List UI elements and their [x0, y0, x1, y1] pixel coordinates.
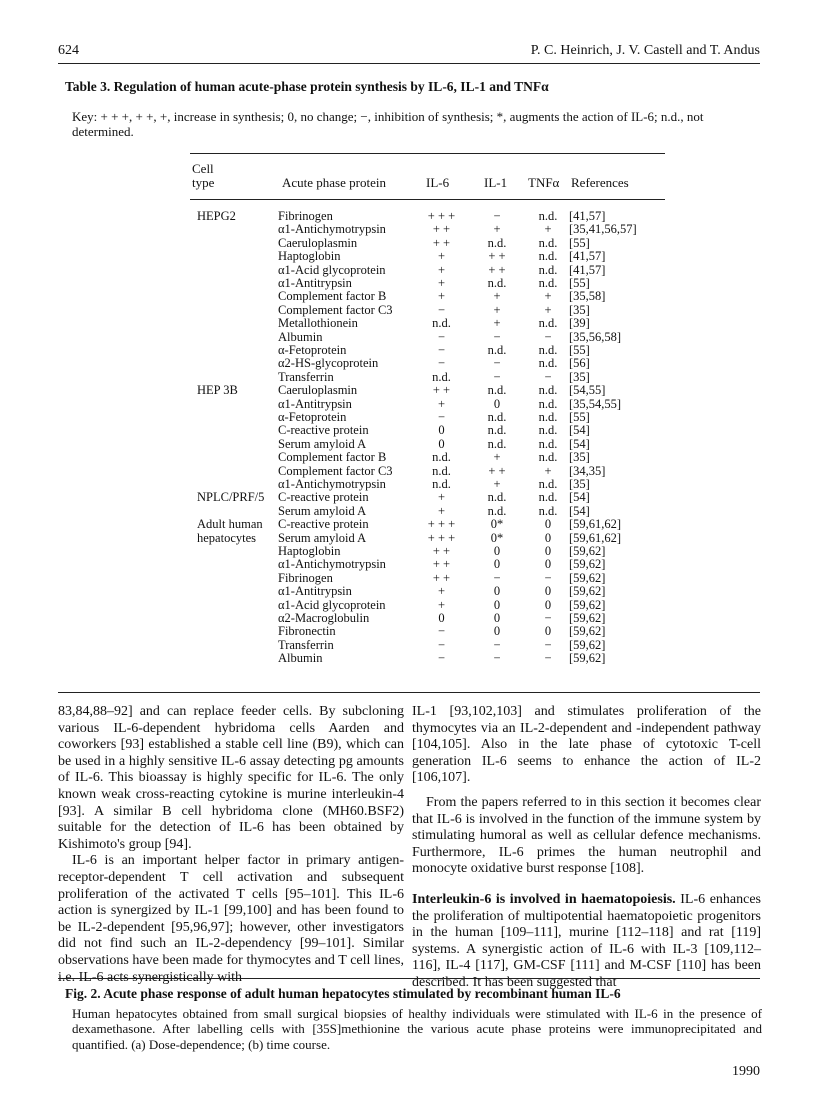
- protein-name: Serum amyloid A: [278, 436, 367, 451]
- references: [54,55]: [569, 383, 606, 398]
- paragraph: From the papers referred to in this section it becomes clear that IL-6 is involved in the function of the immune system by stimulating humoral as well as cellular defence mechanisms. Furthermore, IL-6 primes the human neutrophil and monocyte oxidative burst response [108].: [412, 794, 761, 877]
- references: [35,58]: [569, 289, 606, 304]
- references: [55]: [569, 235, 590, 250]
- il6-value: + + +: [427, 517, 456, 532]
- cell-type: hepatocytes: [197, 530, 257, 545]
- references: [59,61,62]: [569, 517, 622, 532]
- il1-value: n.d.: [487, 276, 507, 290]
- table-row: [0, 317, 816, 330]
- il1-value: +: [493, 302, 501, 317]
- protein-name: α1-Acid glycoprotein: [278, 597, 386, 612]
- protein-name: Fibrinogen: [278, 209, 333, 223]
- protein-name: Complement factor B: [278, 289, 387, 304]
- il1-value: n.d.: [487, 503, 507, 518]
- tnf-value: 0: [544, 544, 552, 558]
- table-row: [0, 652, 816, 665]
- table-row: [0, 599, 816, 612]
- protein-name: α1-Antichymotrypsin: [278, 557, 386, 572]
- tnf-value: n.d.: [538, 396, 558, 411]
- il1-value: 0: [493, 396, 501, 411]
- tnf-value: −: [544, 369, 552, 384]
- il1-value: +: [493, 222, 501, 237]
- references: [59,62]: [569, 544, 606, 558]
- references: [54]: [569, 423, 590, 438]
- il6-value: + +: [432, 570, 451, 585]
- protein-name: Serum amyloid A: [278, 530, 367, 545]
- paragraph: IL-1 [93,102,103] and stimulates proliferation of the thymocytes via an IL-2-dependent and -independent pathway [104,105]. Also in the late phase of cytotoxic T-cell generation IL-6 seems to enhance the action of IL-2 [106,107].: [412, 704, 761, 786]
- tnf-value: n.d.: [538, 356, 558, 371]
- il6-value: −: [437, 329, 446, 344]
- il6-value: +: [437, 597, 446, 612]
- tnf-value: 0: [544, 624, 552, 639]
- tnf-value: +: [544, 289, 552, 304]
- il6-value: −: [437, 410, 446, 424]
- il1-value: −: [493, 637, 501, 652]
- table-row: [0, 277, 816, 290]
- protein-name: C-reactive protein: [278, 423, 369, 438]
- tnf-value: −: [544, 611, 552, 625]
- table-row: [0, 518, 816, 531]
- protein-name: Caeruloplasmin: [278, 235, 358, 250]
- protein-name: Complement factor C3: [278, 302, 393, 317]
- tnf-value: n.d.: [538, 436, 558, 451]
- il6-value: + + +: [427, 209, 456, 223]
- il6-value: −: [437, 637, 446, 652]
- protein-name: α2-HS-glycoprotein: [278, 356, 379, 371]
- table-row: [0, 585, 816, 598]
- il6-value: + +: [432, 235, 451, 250]
- tnf-value: 0: [544, 557, 552, 572]
- page-number: 624: [58, 43, 79, 58]
- table-row: [0, 264, 816, 277]
- tnf-value: n.d.: [538, 276, 558, 290]
- cell-type: HEP 3B: [197, 383, 238, 398]
- table-row: [0, 558, 816, 571]
- tnf-value: −: [544, 637, 552, 652]
- il6-value: +: [437, 584, 446, 599]
- protein-name: Haptoglobin: [278, 249, 341, 264]
- references: [35,41,56,57]: [569, 222, 637, 237]
- references: [41,57]: [569, 262, 606, 277]
- table-row: [0, 331, 816, 344]
- references: [35]: [569, 302, 590, 317]
- il1-value: +: [493, 450, 501, 465]
- references: [35]: [569, 369, 590, 384]
- protein-name: Caeruloplasmin: [278, 383, 358, 398]
- header-cell-type-1: Cell: [192, 161, 214, 176]
- protein-name: Complement factor B: [278, 450, 387, 465]
- protein-name: Serum amyloid A: [278, 503, 367, 518]
- protein-name: α1-Antitrypsin: [278, 396, 352, 411]
- protein-name: α1-Acid glycoprotein: [278, 262, 386, 277]
- protein-name: Fibrinogen: [278, 570, 333, 585]
- references: [35]: [569, 477, 590, 491]
- table-title: Table 3. Regulation of human acute-phase protein synthesis by IL-6, IL-1 and TNFα: [65, 79, 549, 94]
- header-rule: [58, 63, 760, 64]
- tnf-value: n.d.: [538, 262, 558, 277]
- paragraph: 83,84,88–92] and can replace feeder cells. By subcloning various IL-6-dependent hybridoma cells Aarden and coworkers [93] established a stable cell line (B9), which can be used in a highly sensitive IL-6 assay detecting pg amounts of IL-6. This bioassay is highly specific for IL-6. The only known weak cross-reacting cytokine is murine interleukin-4 [93]. A similar B cell hybridoma clone (MH60.BSF2) suitable for the detection of IL-6 has been obtained by Kishimoto's group [94].: [58, 704, 404, 852]
- tnf-value: 0: [544, 584, 552, 599]
- il1-value: n.d.: [487, 490, 507, 505]
- protein-name: Albumin: [278, 329, 323, 344]
- il1-value: 0: [493, 584, 501, 599]
- paragraph-haematopoiesis: [412, 892, 761, 992]
- protein-name: α1-Antitrypsin: [278, 584, 352, 599]
- il6-value: 0: [438, 423, 445, 438]
- left-column: [58, 704, 404, 986]
- table-row: [0, 304, 816, 317]
- tnf-value: n.d.: [538, 235, 558, 250]
- references: [59,62]: [569, 597, 606, 612]
- references: [54]: [569, 503, 590, 518]
- references: [56]: [569, 356, 590, 371]
- references: [59,62]: [569, 570, 606, 585]
- section-heading: Interleukin-6 is involved in haematopoiesis.: [412, 891, 676, 907]
- table-row: [0, 250, 816, 263]
- cell-type: Adult human: [197, 517, 263, 532]
- header-protein: Acute phase protein: [282, 175, 386, 190]
- il1-value: + +: [488, 249, 506, 264]
- il6-value: +: [437, 262, 446, 277]
- il6-value: +: [437, 249, 446, 264]
- il6-value: +: [437, 503, 446, 518]
- il1-value: 0: [493, 597, 501, 612]
- il1-value: −: [493, 329, 501, 344]
- references: [59,62]: [569, 637, 606, 652]
- il1-value: + +: [488, 262, 506, 277]
- protein-name: Haptoglobin: [278, 544, 341, 558]
- table-row: [0, 223, 816, 236]
- il1-value: n.d.: [487, 343, 507, 357]
- protein-name: α1-Antichymotrypsin: [278, 477, 386, 491]
- header-cell-type-2: type: [192, 175, 215, 190]
- protein-name: α-Fetoprotein: [278, 410, 347, 424]
- table-row: [0, 465, 816, 478]
- header-il1: IL-1: [484, 175, 508, 190]
- references: [39]: [569, 316, 590, 331]
- il6-value: −: [437, 356, 446, 371]
- table-header-rule: [190, 199, 665, 200]
- tnf-value: n.d.: [538, 316, 558, 331]
- tnf-value: n.d.: [538, 450, 558, 465]
- references: [35,54,55]: [569, 396, 622, 411]
- protein-name: Metallothionein: [278, 316, 358, 331]
- il6-value: n.d.: [432, 316, 451, 331]
- references: [34,35]: [569, 463, 606, 478]
- references: [59,62]: [569, 611, 606, 625]
- il1-value: −: [493, 209, 501, 223]
- table-row: [0, 625, 816, 638]
- il6-value: + +: [432, 383, 451, 398]
- tnf-value: n.d.: [538, 410, 558, 424]
- figure-caption: Human hepatocytes obtained from small surgical biopsies of healthy individuals were stimulated with IL-6 in the presence of dexamethasone. After labelling cells with [35S]methionine the various acute phase proteins were immunoprecipitated and quantified. (a) Dose-dependence; (b) time course.: [72, 1006, 762, 1052]
- table-row: [0, 478, 816, 491]
- table-row: [0, 572, 816, 585]
- table-row: [0, 384, 816, 397]
- il1-value: +: [493, 477, 501, 491]
- il6-value: + +: [432, 544, 451, 558]
- paragraph: IL-6 is an important helper factor in primary antigen-receptor-dependent T cell activation and subsequent proliferation of the activated T cells [95–101]. This IL-6 action is synergized by IL-1 [99,100] and has been found to be IL-2-dependent [95,96,97]; however, other investigators did not find such an IL-2-dependency [99–101]. Similar observations have been made for thymocytes and T cell lines, i.e. IL-6 acts synergistically with: [58, 853, 404, 985]
- header-il6: IL-6: [426, 175, 450, 190]
- tnf-value: 0: [544, 597, 552, 612]
- protein-name: α2-Macroglobulin: [278, 611, 370, 625]
- il6-value: + +: [432, 557, 451, 572]
- table-top-rule: [190, 153, 665, 154]
- tnf-value: −: [544, 329, 552, 344]
- il6-value: n.d.: [432, 369, 451, 384]
- references: [55]: [569, 410, 590, 424]
- header-tnf: TNFα: [528, 175, 560, 190]
- references: [59,61,62]: [569, 530, 622, 545]
- tnf-value: n.d.: [538, 477, 558, 491]
- tnf-value: n.d.: [538, 423, 558, 438]
- footer-year: 1990: [732, 1064, 760, 1079]
- il6-value: 0: [438, 611, 445, 625]
- table-row: [0, 344, 816, 357]
- il6-value: n.d.: [432, 463, 451, 478]
- il6-value: +: [437, 490, 446, 505]
- protein-name: C-reactive protein: [278, 517, 369, 532]
- protein-name: α-Fetoprotein: [278, 343, 347, 357]
- paragraph-text: IL-6 enhances the proliferation of multipotential haematopoietic progenitors in the human [109–111], murine [112–118] and rat [119] systems. A synergistic action of IL-6 with IL-3 [109,112–116], IL-4 [117], GM-CSF [111] and M-CSF [110] has been described. It has been suggested that: [412, 891, 761, 990]
- references: [59,62]: [569, 624, 606, 639]
- table-row: [0, 424, 816, 437]
- table-row: [0, 290, 816, 303]
- table-row: [0, 371, 816, 384]
- figure-rule: [58, 978, 760, 979]
- protein-name: Transferrin: [278, 637, 334, 652]
- references: [59,62]: [569, 557, 606, 572]
- il1-value: n.d.: [487, 436, 507, 451]
- il1-value: n.d.: [487, 235, 507, 250]
- tnf-value: 0: [544, 530, 552, 545]
- tnf-value: +: [544, 463, 552, 478]
- il1-value: 0: [493, 611, 501, 625]
- il6-value: −: [437, 343, 446, 357]
- il6-value: + + +: [427, 530, 456, 545]
- il1-value: 0: [493, 557, 501, 572]
- references: [55]: [569, 343, 590, 357]
- il6-value: 0: [438, 436, 445, 451]
- table-row: [0, 357, 816, 370]
- tnf-value: 0: [544, 517, 552, 532]
- cell-type: HEPG2: [197, 209, 236, 223]
- tnf-value: −: [544, 651, 552, 666]
- table-row: [0, 210, 816, 223]
- references: [59,62]: [569, 584, 606, 599]
- il6-value: −: [437, 651, 446, 666]
- il1-value: n.d.: [487, 410, 507, 424]
- il1-value: −: [493, 356, 501, 371]
- il1-value: −: [493, 369, 501, 384]
- protein-name: Complement factor C3: [278, 463, 393, 478]
- il1-value: n.d.: [487, 423, 507, 438]
- protein-name: C-reactive protein: [278, 490, 369, 505]
- il1-value: −: [493, 570, 501, 585]
- references: [55]: [569, 276, 590, 290]
- il1-value: + +: [488, 463, 506, 478]
- il1-value: +: [493, 289, 501, 304]
- table-row: [0, 438, 816, 451]
- header-references: References: [571, 175, 629, 190]
- table-bottom-rule: [58, 692, 760, 693]
- right-column: [412, 704, 761, 992]
- table-row: [0, 639, 816, 652]
- table-row: [0, 545, 816, 558]
- tnf-value: n.d.: [538, 209, 558, 223]
- il6-value: +: [437, 396, 446, 411]
- tnf-value: +: [544, 302, 552, 317]
- tnf-value: +: [544, 222, 552, 237]
- il6-value: n.d.: [432, 477, 451, 491]
- il1-value: +: [493, 316, 501, 331]
- table-row: [0, 612, 816, 625]
- cell-type: NPLC/PRF/5: [197, 490, 265, 505]
- references: [54]: [569, 436, 590, 451]
- table-row: [0, 398, 816, 411]
- il1-value: 0: [493, 544, 501, 558]
- il1-value: 0*: [490, 517, 504, 532]
- il6-value: +: [437, 289, 446, 304]
- il1-value: n.d.: [487, 383, 507, 398]
- table-row: [0, 237, 816, 250]
- tnf-value: n.d.: [538, 249, 558, 264]
- table-row: [0, 411, 816, 424]
- il6-value: +: [437, 276, 446, 290]
- references: [35,56,58]: [569, 329, 622, 344]
- il6-value: −: [437, 624, 446, 639]
- il6-value: −: [437, 302, 446, 317]
- table-row: [0, 491, 816, 504]
- table-row: [0, 532, 816, 545]
- il1-value: 0*: [490, 530, 504, 545]
- tnf-value: n.d.: [538, 490, 558, 505]
- table-row: [0, 505, 816, 518]
- references: [41,57]: [569, 249, 606, 264]
- tnf-value: n.d.: [538, 343, 558, 357]
- references: [59,62]: [569, 651, 606, 666]
- references: [54]: [569, 490, 590, 505]
- tnf-value: n.d.: [538, 503, 558, 518]
- protein-name: Albumin: [278, 651, 323, 666]
- table-row: [0, 451, 816, 464]
- protein-name: α1-Antitrypsin: [278, 276, 352, 290]
- running-header-authors: P. C. Heinrich, J. V. Castell and T. Andus: [530, 43, 760, 58]
- il6-value: + +: [432, 222, 451, 237]
- tnf-value: n.d.: [538, 383, 558, 398]
- protein-name: α1-Antichymotrypsin: [278, 222, 386, 237]
- il1-value: −: [493, 651, 501, 666]
- il6-value: n.d.: [432, 450, 451, 465]
- references: [35]: [569, 450, 590, 465]
- tnf-value: −: [544, 570, 552, 585]
- references: [41,57]: [569, 209, 606, 223]
- protein-name: Fibronectin: [278, 624, 336, 639]
- protein-name: Transferrin: [278, 369, 334, 384]
- il1-value: 0: [493, 624, 501, 639]
- figure-title: Fig. 2. Acute phase response of adult human hepatocytes stimulated by recombinant human IL-6: [65, 986, 621, 1001]
- table-key: Key: + + +, + +, +, increase in synthesis; 0, no change; −, inhibition of synthesis; *, augments the action of IL-6; n.d., not determined.: [72, 109, 704, 139]
